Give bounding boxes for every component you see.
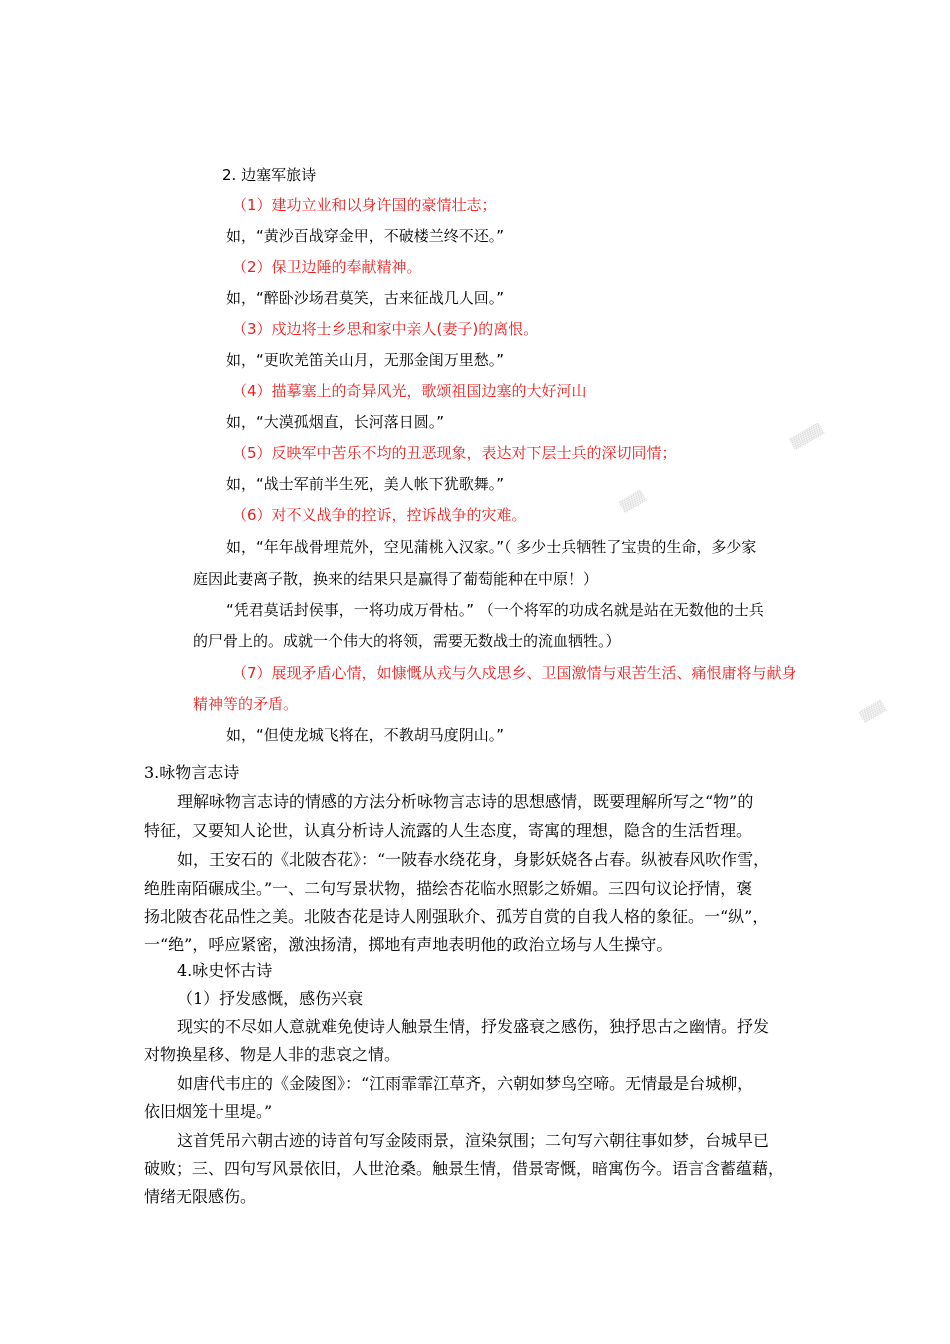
point-7-line-2: 精神等的矛盾。 [193,695,299,713]
point-text: 反映军中苦乐不均的丑恶现象，表达对下层士兵的深切同情； [271,444,677,462]
section-3-para-1-line-2: 特征，又要知人论世，认真分析诗人流露的人生态度，寄寓的理想，隐含的生活哲理。 [144,821,753,840]
watermark-mark: ▒▒▒ [858,699,887,724]
watermark-mark: ▒▒▒ [618,489,647,514]
point-2 [232,260,422,275]
section-2-heading: 2. 边塞军旅诗 [222,166,317,184]
point-text: 对不义战争的控诉，控诉战争的灾难。 [271,506,527,524]
point-5 [232,446,677,461]
example-7-line-1: “凭君莫话封侯事，一将功成万骨枯。” （一个将军的功成名就是站在无数他的士兵 [226,601,764,619]
example-1: 如，“黄沙百战穿金甲，不破楼兰终不还。” [226,227,505,245]
section-4-subheading: （1）抒发感慨，感伤兴衰 [177,989,364,1008]
point-number: （5） [232,444,272,462]
section-4-para-3-line-2: 破败；三、四句写风景依旧，人世沧桑。触景生情，借景寄慨，暗寓伤今。语言含蓄蕴藉， [144,1159,785,1178]
section-3-para-2-line-2: 绝胜南陌碾成尘。”一、二句写景状物，描绘杏花临水照影之娇媚。三四句议论抒情，褒 [144,879,753,898]
example-5: 如，“战士军前半生死，美人帐下犹歌舞。” [226,475,505,493]
example-2: 如，“醉卧沙场君莫笑，古来征战几人回。” [226,289,505,307]
point-number: （6） [232,506,272,524]
point-text: 展现矛盾心情，如慷慨从戎与久戍思乡、卫国激情与艰苦生活、痛恨庸将与献身 [271,664,797,682]
point-number: （7） [232,664,272,682]
example-6-line-1: 如，“年年战骨埋荒外，空见蒲桃入汉家。”（ 多少士兵牺牲了宝贵的生命，多少家 [226,538,757,556]
section-4-para-3-line-3: 情绪无限感伤。 [144,1187,257,1206]
point-number: （4） [232,382,272,400]
section-3-para-2-line-4: 一“绝”，呼应紧密，激浊扬清，掷地有声地表明他的政治立场与人生操守。 [144,935,673,954]
point-6 [232,508,527,523]
point-4 [232,384,587,399]
example-6-line-2: 庭因此妻离子散，换来的结果只是赢得了葡萄能种在中原！） [193,570,599,588]
section-4-para-1-line-2: 对物换星移、物是人非的悲哀之情。 [144,1045,401,1064]
point-text: 建功立业和以身许国的豪情壮志； [271,196,497,214]
point-text: 描摹塞上的奇异风光，歌颂祖国边塞的大好河山 [271,382,587,400]
point-3 [232,322,538,337]
point-number: （2） [232,258,272,276]
point-text: 保卫边陲的奉献精神。 [271,258,422,276]
section-3-para-2-line-1: 如，王安石的《北陂杏花》：“一陂春水绕花身，身影妖娆各占春。纵被春风吹作雪， [177,850,770,869]
example-8: 如，“但使龙城飞将在，不教胡马度阴山。” [226,726,505,744]
section-4-para-2-line-2: 依旧烟笼十里堤。” [144,1102,273,1121]
section-4-para-2-line-1: 如唐代韦庄的《金陵图》：“江雨霏霏江草齐，六朝如梦鸟空啼。无情最是台城柳， [177,1074,754,1093]
section-3-para-2-line-3: 扬北陂杏花品性之美。北陂杏花是诗人刚强耿介、孤芳自赏的自我人格的象征。一“纵”， [144,907,769,926]
section-4-heading: 4.咏史怀古诗 [177,961,273,980]
section-4-para-1-line-1: 现实的不尽如人意就难免使诗人触景生情，抒发盛衰之感伤，独抒思古之幽情。抒发 [177,1017,770,1036]
example-7-line-2: 的尸骨上的。成就一个伟大的将领，需要无数战士的流血牺牲。） [193,632,621,650]
example-3: 如，“更吹羌笛关山月，无那金闺万里愁。” [226,351,505,369]
section-3-heading: 3.咏物言志诗 [144,763,240,782]
point-text: 戍边将士乡思和家中亲人(妻子)的离恨。 [271,320,539,338]
point-number: （1） [232,196,272,214]
point-number: （3） [232,320,272,338]
point-7-line-1 [232,666,797,681]
example-4: 如，“大漠孤烟直，长河落日圆。” [226,413,445,431]
watermark-mark: ▒▒▒▒ [789,422,825,451]
section-3-para-1-line-1: 理解咏物言志诗的情感的方法分析咏物言志诗的思想感情，既要理解所写之“物”的 [177,792,754,811]
section-4-para-3-line-1: 这首凭吊六朝古迹的诗首句写金陵雨景，渲染氛围；二句写六朝往事如梦，台城早已 [177,1131,770,1150]
point-1 [232,198,497,213]
